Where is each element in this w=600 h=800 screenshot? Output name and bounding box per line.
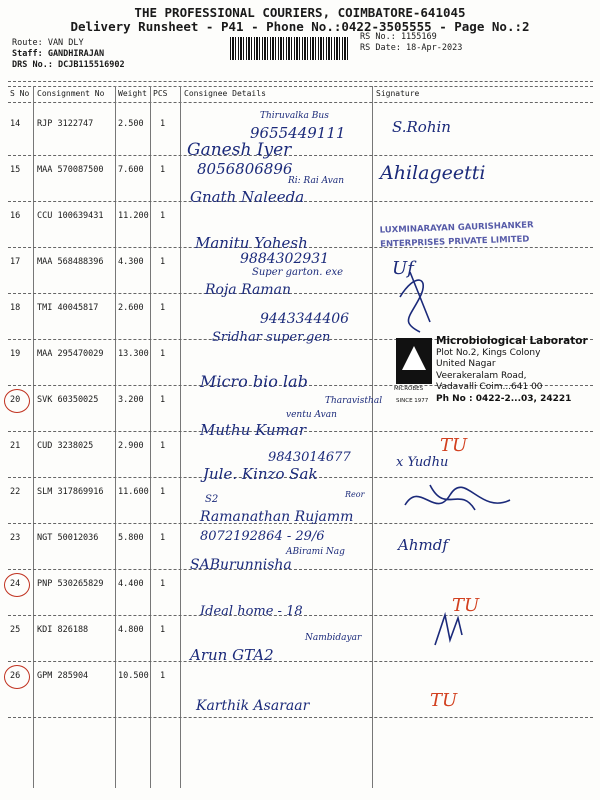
consignment-cell: MAA 568488396 [37,257,104,267]
row-divider [8,155,593,156]
consignment-cell: PNP 530265829 [37,579,104,589]
logo-caption: MICROBES [394,386,424,392]
handwritten-name: Muthu Kumar [200,421,307,439]
column-divider [372,86,373,788]
handwritten-note: Reor [345,490,365,499]
handwritten-name: Karthik Asaraar [196,698,310,714]
consignment-cell: CCU 100639431 [37,211,104,221]
handwritten-name: Gnath Naleeda [190,188,305,206]
runsheet-line: Delivery Runsheet - P41 - Phone No.:0422-3505555 - Page No.:2 [70,19,530,34]
pcs-cell: 1 [160,579,166,589]
microbes-logo [396,338,432,384]
signature: S.Rohin [392,118,451,136]
red-circle-mark [4,389,30,413]
since-text: SINCE 1977 [396,398,429,404]
header-pcs: PCS [153,89,168,98]
consignment-cell: NGT 50012036 [37,533,99,543]
lab-address [436,336,588,405]
sno-cell: 23 [10,533,21,543]
divider [8,102,593,103]
weight-cell: 7.600 [118,165,144,175]
lab-address-line: Veerakeralam Road, [436,370,527,381]
sno-cell: 24 [10,579,21,589]
handwritten-note: ventu Avan [286,410,337,420]
pcs-cell: 1 [160,165,166,175]
signature: x Yudhu [396,455,449,470]
sno-cell: 14 [10,119,21,129]
weight-cell: 5.800 [118,533,144,543]
sno-cell: 17 [10,257,21,267]
handwritten-name: Arun GTA2 [190,646,274,664]
company-line: THE PROFESSIONAL COURIERS, COIMBATORE-641045 [134,5,466,20]
consignment-cell: MAA 570087500 [37,165,104,175]
handwritten-phone: 8072192864 - 29/6 [200,529,325,544]
sno-cell: 21 [10,441,21,451]
weight-cell: 2.900 [118,441,144,451]
column-divider [33,86,34,788]
stamp-line: ENTERPRISES PRIVATE LIMITED [380,234,530,250]
handwritten-name: Ramanathan Rujamm [200,509,354,525]
sno-cell: 20 [10,395,21,405]
handwritten-note: Super garton. exe [252,267,344,278]
route-text: Route: VAN DLY [12,38,84,48]
divider [8,86,593,87]
weight-cell: 10.500 [118,671,149,681]
consignment-cell: GPM 285904 [37,671,89,681]
handwritten-note: Ri: Rai Avan [288,176,345,186]
pcs-cell: 1 [160,441,166,451]
consignment-cell: SVK 60350025 [37,395,99,405]
consignment-cell: SLM 317869916 [37,487,104,497]
staff-text: Staff: GANDHIRAJAN [12,49,105,59]
column-divider [150,86,151,788]
barcode [230,37,350,60]
weight-cell: 2.500 [118,119,144,129]
sno-cell: 26 [10,671,21,681]
pcs-cell: 1 [160,533,166,543]
pcs-cell: 1 [160,211,166,221]
document-title [0,6,600,34]
row-divider [8,717,593,718]
red-tu-mark: TU [440,435,468,456]
handwritten-note: S2 [205,494,219,505]
header-sno: S No [10,89,30,98]
pcs-cell: 1 [160,395,166,405]
handwritten-name: Roja Raman [205,282,291,298]
sno-cell: 15 [10,165,21,175]
handwritten-name: Micro bio lab [200,372,308,391]
weight-cell: 11.200 [118,211,149,221]
header-consignment: Consignment No [37,89,105,98]
consignment-cell: KDI 826188 [37,625,89,635]
pcs-cell: 1 [160,671,166,681]
weight-cell: 13.300 [118,349,149,359]
signature-scribble [390,262,450,342]
weight-cell: 2.600 [118,303,144,313]
handwritten-phone: 9443344406 [260,311,350,327]
lab-address-line: Plot No.2, Kings Colony [436,347,541,358]
signature: Uf [392,258,414,279]
handwritten-name: Jule. Kinzo Sak [203,465,318,483]
red-tu-mark: TU [452,595,480,616]
lab-phone: Ph No : 0422-2...03, 24221 [436,393,572,404]
divider [8,81,593,82]
lab-name: Microbiological Laborator [436,335,588,347]
pcs-cell: 1 [160,119,166,129]
handwritten-note: Thiruvalka Bus [260,111,329,121]
consignment-cell: MAA 295470029 [37,349,104,359]
weight-cell: 4.300 [118,257,144,267]
route-staff-block [12,38,125,71]
sno-cell: 25 [10,625,21,635]
sno-cell: 18 [10,303,21,313]
consignment-cell: RJP 3122747 [37,119,94,129]
pcs-cell: 1 [160,303,166,313]
handwritten-phone: 9655449111 [250,124,346,142]
weight-cell: 4.400 [118,579,144,589]
handwritten-name: SABurunnisha [190,557,292,573]
signature: Ahilageetti [380,162,486,184]
header-consignee: Consignee Details [184,89,266,98]
pcs-cell: 1 [160,257,166,267]
weight-cell: 11.600 [118,487,149,497]
handwritten-name: Sridhar super.gen [212,330,331,345]
rs-block [360,32,462,54]
handwritten-phone: 9843014677 [268,450,351,465]
red-tu-mark: TU [430,690,458,711]
signature-scribble [400,480,520,520]
pcs-cell: 1 [160,487,166,497]
rs-number: RS No.: 1155169 [360,32,437,42]
signature-scribble [430,610,470,650]
handwritten-name: Manitu Yohesh [195,234,308,252]
lab-stamp [396,336,600,408]
sno-cell: 22 [10,487,21,497]
column-divider [180,86,181,788]
company-stamp [379,216,590,257]
row-divider [8,569,593,570]
handwritten-name: Ganesh Iyer [187,140,292,160]
lab-address-line: United Nagar [436,359,496,369]
handwritten-note: ABirami Nag [286,547,345,557]
handwritten-name: Ideal home - 18 [200,604,303,619]
logo-triangle-icon [402,346,426,370]
signature: Ahmdf [398,536,448,554]
red-circle-mark [4,573,30,597]
pcs-cell: 1 [160,349,166,359]
row-divider [8,661,593,662]
weight-cell: 3.200 [118,395,144,405]
lab-address-line: Vadavalli Coim...641 00 [436,382,543,392]
stamp-line: LUXMINARAYAN GAURISHANKER [379,220,534,236]
column-divider [115,86,116,788]
row-divider [8,293,593,294]
consignment-cell: CUD 3238025 [37,441,94,451]
sno-cell: 16 [10,211,21,221]
header-signature: Signature [376,89,420,98]
handwritten-phone: 8056806896 [197,160,293,178]
red-circle-mark [4,665,30,689]
consignment-cell: TMI 40045817 [37,303,99,313]
header-weight: Weight [118,89,147,98]
rs-date: RS Date: 18-Apr-2023 [360,43,463,53]
handwritten-note: Nambidayar [305,633,362,643]
drs-number: DRS No.: DCJB115516902 [12,60,125,70]
sno-cell: 19 [10,349,21,359]
handwritten-note: Tharavisthal [325,396,383,406]
pcs-cell: 1 [160,625,166,635]
weight-cell: 4.800 [118,625,144,635]
handwritten-phone: 9884302931 [240,251,330,267]
